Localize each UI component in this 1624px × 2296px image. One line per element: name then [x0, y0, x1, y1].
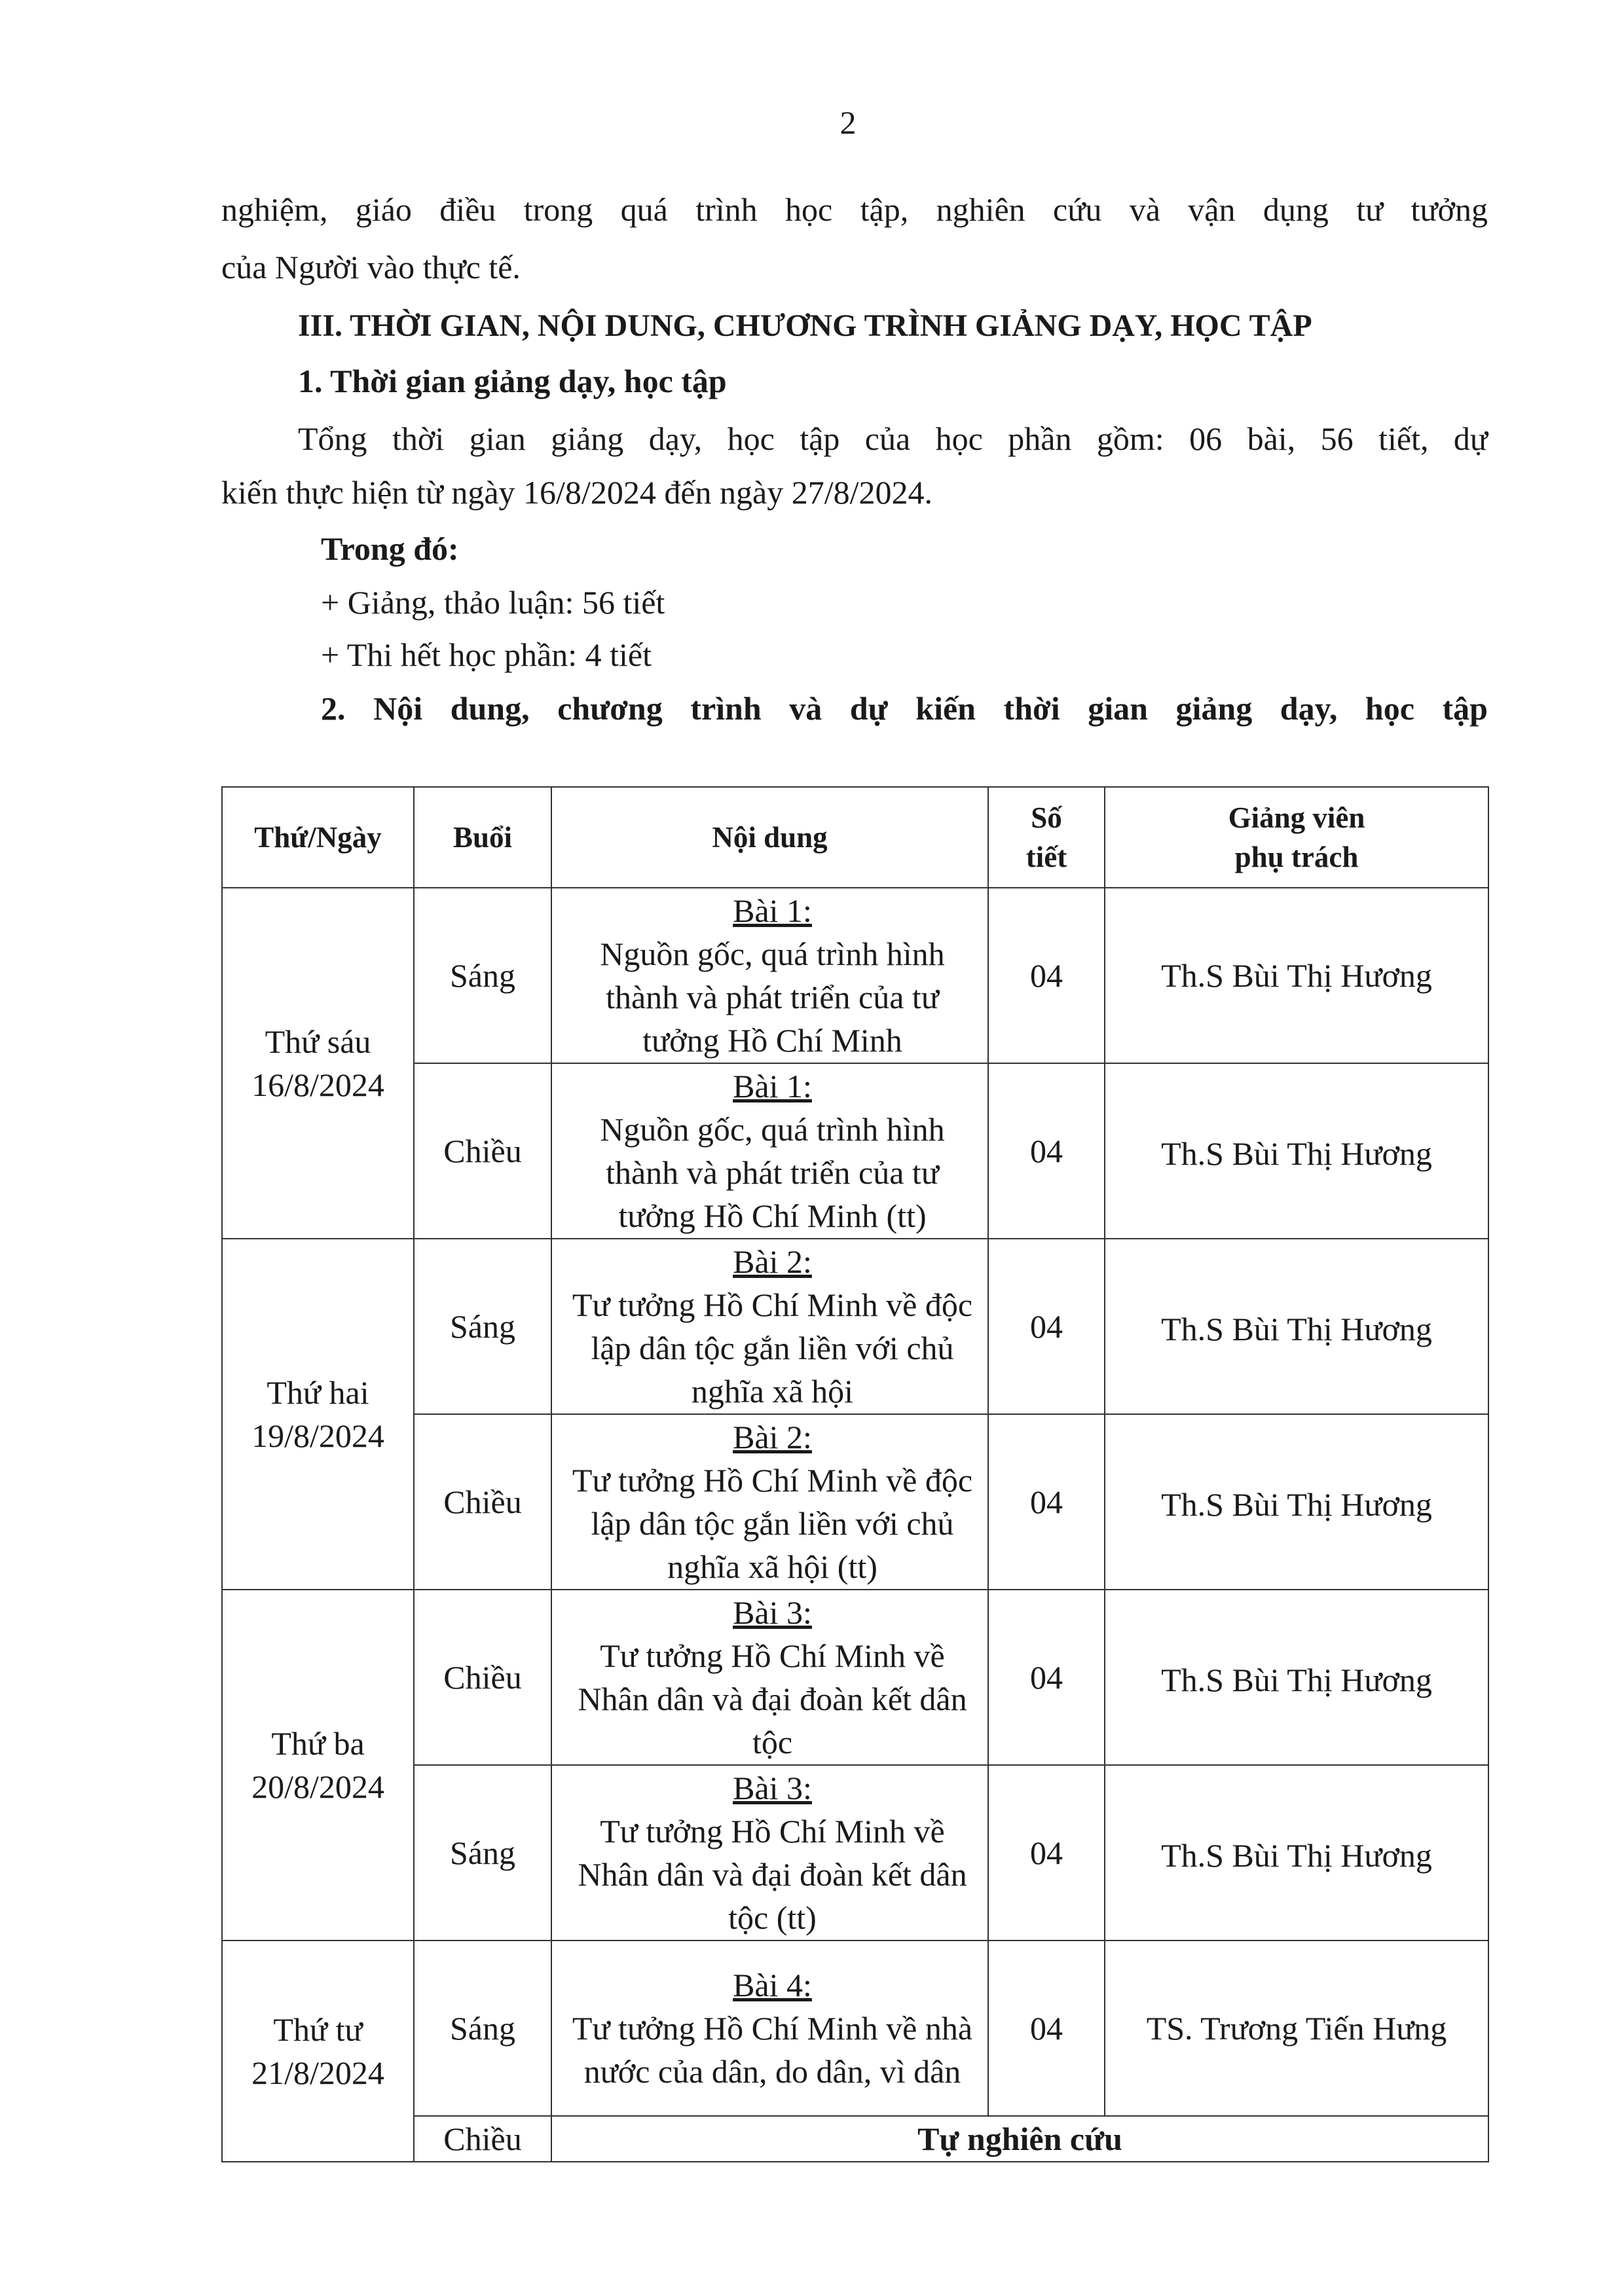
subsection-2-heading: 2. Nội dung, chương trình và dự kiến thời gian giảng dạy, học tập [321, 690, 1488, 727]
header-teacher-line2: phụ trách [1234, 841, 1359, 873]
date: 21/8/2024 [251, 2054, 384, 2091]
date: 19/8/2024 [251, 1417, 384, 1454]
lesson-number: Bài 2: [733, 1419, 812, 1455]
content-cell [551, 888, 988, 1063]
lesson-title: Tư tưởng Hồ Chí Minh về nhà nước của dân, do dân, vì dân [572, 2010, 973, 2090]
teacher-cell: Th.S Bùi Thị Hương [1105, 888, 1488, 1063]
lesson-number: Bài 1: [733, 1068, 812, 1104]
content-cell [551, 1063, 988, 1239]
periods-cell: 04 [988, 1765, 1105, 1941]
content-cell [551, 1941, 988, 2116]
header-content: Nội dung [551, 787, 988, 888]
lesson-number: Bài 1: [733, 892, 812, 929]
schedule-table [221, 786, 1489, 2162]
table-row [222, 1590, 1488, 1765]
day-cell [222, 1941, 414, 2162]
lesson-title: Tư tưởng Hồ Chí Minh về độc lập dân tộc gắn liền với chủ nghĩa xã hội (tt) [572, 1462, 973, 1585]
day-cell [222, 1239, 414, 1590]
periods-cell: 04 [988, 1414, 1105, 1590]
in-which-label: Trong đó: [321, 530, 459, 567]
teacher-cell: TS. Trương Tiến Hưng [1105, 1941, 1488, 2116]
weekday: Thứ tư [273, 2011, 363, 2048]
header-periods-line1: Số [1031, 801, 1062, 834]
subsection-1-heading: 1. Thời gian giảng dạy, học tập [298, 363, 727, 399]
session-cell: Sáng [414, 1239, 551, 1414]
teacher-cell: Th.S Bùi Thị Hương [1105, 1063, 1488, 1239]
lesson-title: Nguồn gốc, quá trình hình thành và phát triển của tư tưởng Hồ Chí Minh (tt) [600, 1111, 945, 1234]
session-cell: Chiều [414, 2116, 551, 2162]
intro-line-1: nghiệm, giáo điều trong quá trình học tập, nghiên cứu và vận dụng tư tưởng [221, 191, 1488, 228]
header-day: Thứ/Ngày [222, 787, 414, 888]
lesson-title: Nguồn gốc, quá trình hình thành và phát triển của tư tưởng Hồ Chí Minh [600, 936, 945, 1059]
date: 16/8/2024 [251, 1066, 384, 1103]
periods-cell: 04 [988, 1590, 1105, 1765]
content-cell [551, 1765, 988, 1941]
day-cell [222, 1590, 414, 1941]
date: 20/8/2024 [251, 1768, 384, 1805]
table-row [222, 1941, 1488, 2116]
table-header-row [222, 787, 1488, 888]
lesson-title: Tư tưởng Hồ Chí Minh về độc lập dân tộc gắn liền với chủ nghĩa xã hội [572, 1286, 973, 1410]
lesson-title: Tư tưởng Hồ Chí Minh về Nhân dân và đại đoàn kết dân tộc [578, 1637, 967, 1760]
content-cell [551, 1239, 988, 1414]
session-cell: Sáng [414, 1941, 551, 2116]
header-teacher-line1: Giảng viên [1228, 801, 1365, 834]
lesson-number: Bài 4: [733, 1967, 812, 2003]
section-heading: III. THỜI GIAN, NỘI DUNG, CHƯƠNG TRÌNH GIẢNG DẠY, HỌC TẬP [298, 308, 1312, 343]
periods-cell: 04 [988, 1941, 1105, 2116]
periods-cell: 04 [988, 1239, 1105, 1414]
periods-cell: 04 [988, 1063, 1105, 1239]
teacher-cell: Th.S Bùi Thị Hương [1105, 1590, 1488, 1765]
lesson-number: Bài 3: [733, 1594, 812, 1631]
content-cell [551, 1590, 988, 1765]
lesson-number: Bài 3: [733, 1770, 812, 1806]
teacher-cell: Th.S Bùi Thị Hương [1105, 1765, 1488, 1941]
session-cell: Sáng [414, 888, 551, 1063]
session-cell: Chiều [414, 1414, 551, 1590]
header-teacher [1105, 787, 1488, 888]
teacher-cell: Th.S Bùi Thị Hương [1105, 1414, 1488, 1590]
teacher-cell: Th.S Bùi Thị Hương [1105, 1239, 1488, 1414]
session-cell: Sáng [414, 1765, 551, 1941]
day-cell [222, 888, 414, 1239]
header-periods [988, 787, 1105, 888]
paragraph-line-2: kiến thực hiện từ ngày 16/8/2024 đến ngày 27/8/2024. [221, 474, 932, 511]
table-row [222, 888, 1488, 1063]
weekday: Thứ hai [267, 1374, 369, 1411]
content-cell [551, 1414, 988, 1590]
weekday: Thứ ba [271, 1725, 365, 1762]
list-item: + Giảng, thảo luận: 56 tiết [321, 584, 665, 621]
header-periods-line2: tiết [1025, 841, 1067, 873]
session-cell: Chiều [414, 1063, 551, 1239]
lesson-number: Bài 2: [733, 1243, 812, 1280]
header-session: Buổi [414, 787, 551, 888]
periods-cell: 04 [988, 888, 1105, 1063]
list-item: + Thi hết học phần: 4 tiết [321, 636, 652, 673]
page-number: 2 [840, 104, 857, 141]
table-row [222, 1239, 1488, 1414]
self-study-cell: Tự nghiên cứu [551, 2116, 1488, 2162]
paragraph-line-1: Tổng thời gian giảng dạy, học tập của học phần gồm: 06 bài, 56 tiết, dự [298, 420, 1488, 457]
weekday: Thứ sáu [265, 1023, 371, 1060]
session-cell: Chiều [414, 1590, 551, 1765]
intro-line-2: của Người vào thực tế. [221, 249, 521, 285]
lesson-title: Tư tưởng Hồ Chí Minh về Nhân dân và đại đoàn kết dân tộc (tt) [578, 1813, 967, 1936]
